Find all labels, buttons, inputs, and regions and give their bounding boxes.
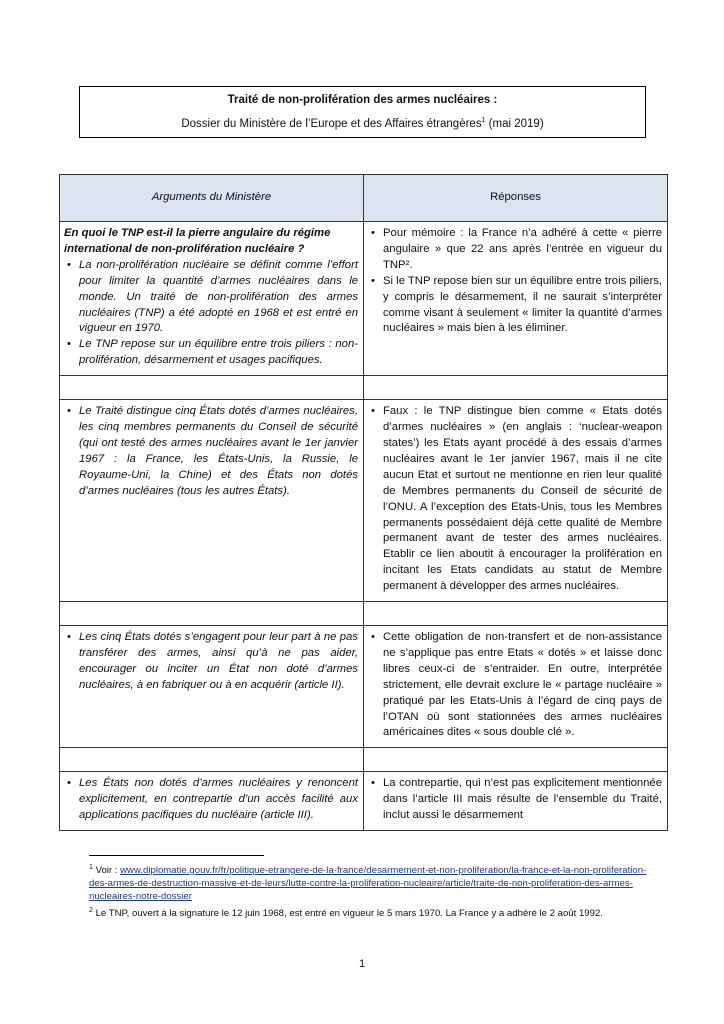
footnote-1 xyxy=(89,864,649,903)
table-row xyxy=(60,400,668,602)
table-row xyxy=(60,222,668,376)
footnote-2 xyxy=(89,907,649,920)
response-cell xyxy=(364,400,668,602)
footnote-1-link[interactable]: www.diplomatie.gouv.fr/fr/politique-etrangere-de-la-france/desarmement-et-non-proliferation/la-france-et-la-non-proliferation-des-armes-de-destruction-massive-et-de-leurs/lutte-contre-la-proliferation-nucleaire/article/traite-de-non-proliferation-des-armes-nucleaires-notre-dossier xyxy=(89,865,647,902)
table-spacer-row xyxy=(60,376,668,400)
subtitle-text: Dossier du Ministère de l’Europe et des Affaires étrangères xyxy=(181,118,482,130)
subtitle-date: (mai 2019) xyxy=(485,118,544,130)
page-number: 1 xyxy=(358,958,366,970)
table-spacer-row xyxy=(60,748,668,772)
footnote-2-label: 2 xyxy=(89,906,93,914)
footnote-ref-1: 1 xyxy=(481,117,486,125)
footnote-separator xyxy=(89,855,264,856)
document-subtitle xyxy=(80,118,645,130)
argument-cell xyxy=(60,626,364,748)
response-bullet: • La contrepartie, qui n’est pas explicitement mentionnée dans l’article III mais résulte de l’ensemble du Traité, inclut aussi le désarmement xyxy=(383,776,662,824)
document-title-box xyxy=(79,86,646,138)
footnote-1-label: 1 xyxy=(89,863,93,871)
document-title: Traité de non-prolifération des armes nucléaires : xyxy=(227,94,498,106)
column-header-arguments: Arguments du Ministère xyxy=(60,175,364,222)
row-question: En quoi le TNP est-il la pierre angulaire du régime international de non-prolifération nucléaire ? xyxy=(64,227,331,255)
response-bullet: • Pour mémoire : la France n’a adhéré à cette « pierre angulaire » que 22 ans après l’entrée en vigueur du TNP². xyxy=(383,226,662,274)
response-cell xyxy=(364,626,668,748)
argument-cell xyxy=(60,400,364,602)
argument-cell xyxy=(60,772,364,831)
arguments-table xyxy=(59,174,668,831)
argument-cell xyxy=(60,222,364,376)
response-bullet: • Si le TNP repose bien sur un équilibre entre trois piliers, y compris le désarmement, il ne saurait s’interpréter comme visant à seulement « limiter la quantité d’armes nucléaires » mais bien à les éliminer. xyxy=(383,274,662,338)
response-cell xyxy=(364,772,668,831)
column-header-responses: Réponses xyxy=(364,175,668,222)
argument-bullet: • Le TNP repose sur un équilibre entre trois piliers : non-prolifération, désarmement et usages pacifiques. xyxy=(79,337,358,369)
footnote-2-text: Le TNP, ouvert à la signature le 12 juin 1968, est entré en vigueur le 5 mars 1970. La France y a adhéré le 2 août 1992. xyxy=(92,908,603,919)
table-row xyxy=(60,626,668,748)
table-row xyxy=(60,772,668,831)
response-bullet: • Faux : le TNP distingue bien comme « Etats dotés d’armes nucléaires » (en anglais : ‘nuclear-weapon states’) les Etats ayant procédé à des essais d’armes nucléaires avant le 1er janvier 1967, mais il ne cite aucun Etat et surtout ne mentionne en rien leur qualité de Membres permanents du Conseil de sécurité de l’ONU. A l’exception des Etats-Unis, tous les Membres permanents possédaient déjà cette qualité de Membre permanent avant de tester des armes nucléaires. Etablir ce lien aboutit à encourager la prolifération en incitant les Etats candidats au statut de Membre permanent à développer des armes nucléaires. xyxy=(383,404,662,595)
footnote-1-prefix: Voir : xyxy=(92,865,121,876)
response-bullet: • Cette obligation de non-transfert et de non-assistance ne s’applique pas entre Etats « dotés » et laisse donc libres ceux-ci de s’entraider. En outre, interprétée strictement, elle devrait exclure le « partage nucléaire » pratiqué par les Etats-Unis à l’égard de cinq pays de l’OTAN où sont stationnées des armes nucléaires américaines dites « sous double clé ». xyxy=(383,630,662,741)
argument-bullet: • Le Traité distingue cinq États dotés d’armes nucléaires, les cinq membres permanents du Conseil de sécurité (qui ont testé des armes nucléaires avant le 1er janvier 1967 : la France, les États-Unis, la Russie, le Royaume-Uni, la Chine) et des États non dotés d’armes nucléaires (tous les autres États). xyxy=(79,404,358,499)
table-spacer-row xyxy=(60,602,668,626)
argument-bullet: • Les cinq États dotés s’engagent pour leur part à ne pas transférer des armes, ainsi qu’à ne pas aider, encourager ou inciter un État non doté d’armes nucléaires, à en fabriquer ou à en acquérir (article II). xyxy=(79,630,358,694)
argument-bullet: • La non-prolifération nucléaire se définit comme l’effort pour limiter la quantité d’armes nucléaires dans le monde. Un traité de non-prolifération des armes nucléaires (TNP) a été adopté en 1968 et est entré en vigueur en 1970. xyxy=(79,258,358,338)
response-cell xyxy=(364,222,668,376)
table-header-row xyxy=(60,175,668,222)
argument-bullet: • Les États non dotés d’armes nucléaires y renoncent explicitement, en contrepartie d’un accès facilité aux applications pacifiques du nucléaire (article III). xyxy=(79,776,358,824)
